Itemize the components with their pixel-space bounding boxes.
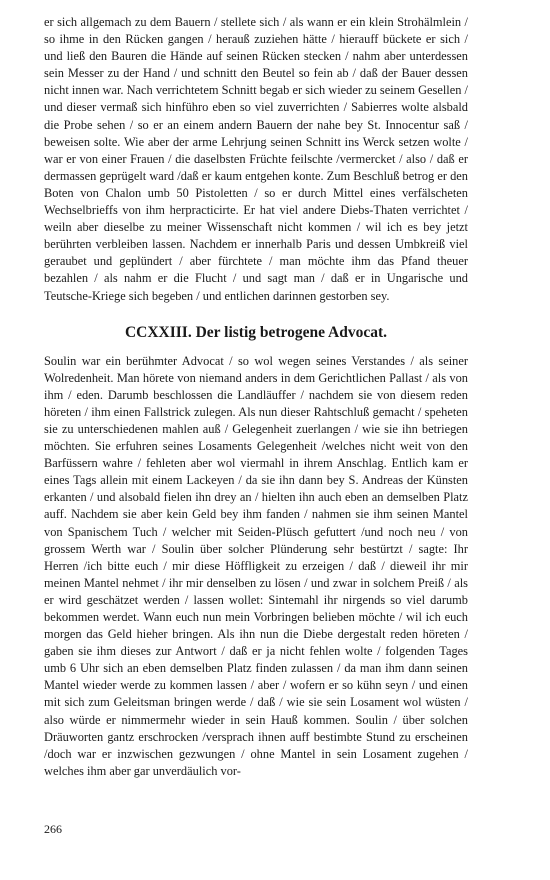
page-number: 266 — [44, 822, 62, 836]
chapter-heading: CCXXIII. Der listig betrogene Advocat. — [124, 323, 388, 341]
body-paragraph-story: Soulin war ein berühmter Advocat / so wol wegen seines Verstandes / als seiner Wolredenheit. Man hörete von niemand anders in dem Gerichtlichen Pallast / als von ihm / eden. Darumb beschlossen die Landläuffer / nachdem sie von diesem reden höreten / ihm einen Fallstrick zulegen. Als nun dieser Rahtschluß gemacht / speheten sie zu unterschiedenen mahlen auß / Gelegenheit zuerlangen / wie sie ihn betriegen möchten. Sie erfuhren seines Losaments Gelegenheit /welches nicht weit von den Barfüssern wahre / fehleten aber wol viermahl in ihrem Anschlag. Entlich kam er eines Tags allein mit einem Lackeyen / da sie ihn dann bey S. Andreas der Künsten erkanten / und alsobald fielen ihn drey an / hielten ihn auch eben an demselben Platz auff. Nachdem sie aber kein Geld bey ihm fanden / nahmen sie ihm seinen Mantel von Spanischem Tuch / welcher mit Seiden-Plüsch gefuttert /und noch neu / von grossem Werth war / Soulin über solcher Plünderung sehr bestürtzt / sagte: Ihr Herren /ich bitte euch / mir diese Höffligkeit zu erzeigen / daß / dieweil ihr mir meinen Mantel nehmet / ihr mir denselben zu lösen / und zwar in solchem Preiß / als er wird geschätzet werden / lassen wollet: Sintemahl ihr nirgends so viel darumb bekommen werdet. Wann euch nun mein Vorbringen belieben möchte / wil ich euch morgen das Geld hieher bringen. Als ihn nun die Diebe dergestalt reden höreten / gaben sie ihm dieses zur Antwort / daß er ja nicht fehlen wolte / folgenden Tages umb 6 Uhr sich an eben demselben Platz finden zulassen / da man ihm dann seinen Mantel wieder werde zu kommen lassen / aber / wofern er so kühn seyn / und einen mit sich zum Geleitsman bringen werde / daß / wie sie sein Losament wol wüsten / also würde er nimmermehr wieder in sein Hauß kommen. Soulin / über solchen Dräuworten gantz erschrocken /versprach ihnen auff bestimbte Stund zu erscheinen /doch war er inzwischen gezwungen / ohne Mantel in sein Losament zugehen / welches ihm aber gar unverdäulich vor- — [44, 353, 468, 778]
book-page — [44, 14, 468, 864]
body-paragraph-continued: er sich allgemach zu dem Bauern / stellete sich / als wann er ein klein Strohälmlein / so ihme in den Rücken gangen / herauß zuziehen hätte / hierauff bückete er sich / und ließ den Bauren die Hände auf seinen Rücken stecken / nahm aber unterdessen sein Messer zu der Hand / und schnitt den Beutel so fein ab / daß der Bauer dessen nicht innen war. Nach verrichtetem Schnitt begab er sich wieder zu seinem Gesellen / und dieser vermaß sich hinführo eben so viel zuverrichten / Sabierres wolte alsbald die Probe sehen / so er an einem andern Bauern der nahe bey St. Innocentur saß / beweisen solte. Wie aber der arme Lehrjung seinen Schnitt ins Werck setzen wolte / war er von einer Frauen / die daselbsten Früchte feilschte /vermercket / also / daß er dermassen geprügelt ward /daß er kaum entgehen konte. Zum Beschluß betrog er den Boten von Chalon umb 50 Pistoletten / so er durch Mittel eines verfälscheten Wechselbrieffs von ihm herpracticirte. Er hat viel andere Diebs-Thaten verrichtet / weiln aber dieselbe zu meiner Wissenschaft nicht kommen / wil ich es bey jetzt berührten verbleiben lassen. Nachdem er innerhalb Paris und dessen Umbkreiß viel geraubet und geplündert / aber fürchtete / man möchte ihm das Pfand theuer bezahlen / als nahm er die Flucht / und sagt man / daß er in Ungarische und Teutsche-Kriege sich begeben / und entlichen darinnen gestorben sey. — [44, 15, 468, 303]
